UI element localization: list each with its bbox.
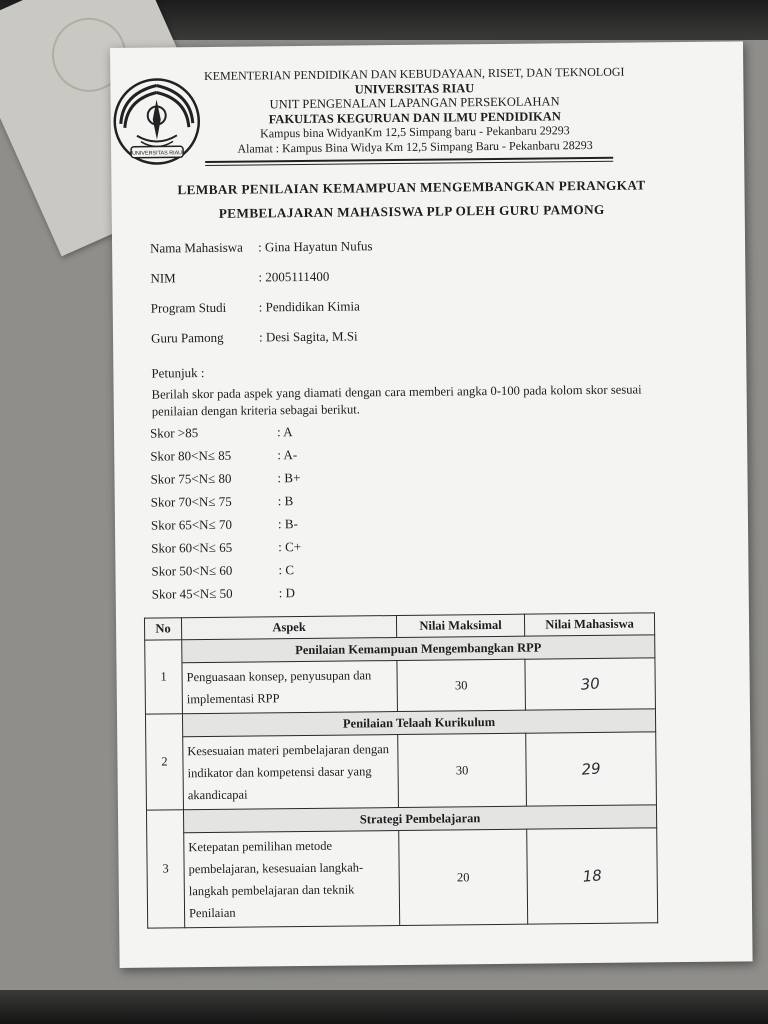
document-title-line-1: LEMBAR PENILAIAN KEMAMPUAN MENGEMBANGKAN PERANGKAT	[177, 177, 646, 198]
score-criterion	[150, 424, 293, 441]
field-guru-pamong	[151, 328, 358, 346]
section-title: Penilaian Telaah Kurikulum	[182, 709, 655, 737]
field-value: : Pendidikan Kimia	[258, 298, 360, 315]
score-grade: : B+	[277, 470, 301, 486]
row-number: 1	[145, 640, 183, 714]
field-label: Program Studi	[150, 299, 227, 316]
score-grade: : C+	[278, 539, 302, 555]
aspect-cell: Kesesuaian materi pembelajaran dengan indikator dan kompetensi dasar yang akandicapai	[183, 735, 399, 810]
logo-text: UNIVERSITAS RIAU	[132, 150, 183, 157]
max-score-cell: 30	[398, 733, 527, 807]
score-criterion	[151, 493, 294, 510]
field-value: : Gina Hayatun Nufus	[258, 238, 373, 255]
score-range: Skor 75<N≤ 80	[150, 470, 232, 487]
score-grade: : C	[278, 562, 295, 578]
student-score-cell	[527, 828, 658, 924]
score-range: Skor >85	[149, 425, 199, 441]
field-nim	[150, 269, 329, 287]
unit-name: UNIT PENGENALAN LAPANGAN PERSEKOLAHAN	[269, 94, 560, 112]
score-criterion	[151, 562, 294, 579]
letterhead	[186, 64, 643, 156]
score-grade: : D	[278, 585, 296, 601]
field-program-studi	[151, 298, 360, 316]
field-value: : 2005111400	[258, 268, 330, 285]
max-score-cell: 30	[397, 659, 526, 711]
row-number: 2	[145, 714, 183, 810]
header-aspect: Aspek	[181, 616, 396, 640]
faculty-name: FAKULTAS KEGURUAN DAN ILMU PENDIDIKAN	[268, 108, 561, 126]
student-score-cell	[526, 732, 657, 806]
section-title: Strategi Pembelajaran	[183, 805, 656, 833]
assessment-sheet	[110, 41, 753, 968]
aspect-cell: Penguasaan konsep, penyusupan dan implementasi RPP	[182, 661, 398, 714]
campus-line: Kampus bina WidyanKm 12,5 Simpang baru - Pekanbaru 29293	[260, 123, 570, 141]
table-row	[146, 732, 657, 810]
table-row	[145, 658, 656, 714]
score-range: Skor 65<N≤ 70	[150, 516, 232, 533]
field-label: NIM	[150, 270, 176, 286]
field-value: : Desi Sagita, M.Si	[258, 328, 358, 345]
handwritten-score: 29	[580, 759, 602, 779]
address-line: Alamat : Kampus Bina Widya Km 12,5 Simpang Baru - Pekanbaru 28293	[237, 137, 593, 156]
score-criterion	[151, 516, 298, 534]
score-range: Skor 50<N≤ 60	[151, 562, 233, 579]
score-range: Skor 45<N≤ 50	[151, 585, 233, 602]
header-max-score: Nilai Maksimal	[396, 614, 524, 637]
background-bottom	[0, 990, 768, 1024]
assessment-table	[144, 612, 658, 928]
table-row	[147, 828, 658, 928]
score-criterion	[150, 447, 297, 465]
header-student-score: Nilai Mahasiswa	[524, 613, 654, 636]
petunjuk-label: Petunjuk :	[151, 365, 205, 381]
handwritten-score: 18	[581, 866, 603, 886]
score-criterion	[151, 539, 301, 557]
field-label: Nama Mahasiswa	[150, 239, 243, 256]
score-grade: : A-	[277, 447, 298, 463]
student-score-cell	[525, 658, 656, 710]
score-range: Skor 60<N≤ 65	[151, 539, 233, 556]
score-range: Skor 70<N≤ 75	[150, 493, 232, 510]
row-number: 3	[146, 810, 184, 928]
score-range: Skor 80<N≤ 85	[150, 447, 232, 464]
university-name: UNIVERSITAS RIAU	[354, 80, 475, 96]
max-score-cell: 20	[399, 829, 528, 925]
field-label: Guru Pamong	[150, 329, 224, 346]
field-nama-mahasiswa	[150, 238, 373, 256]
handwritten-score: 30	[579, 674, 601, 694]
document-title-line-2: PEMBELAJARAN MAHASISWA PLP OLEH GURU PAMONG	[218, 201, 605, 221]
ministry-name: KEMENTERIAN PENDIDIKAN DAN KEBUDAYAAN, RISET, DAN TEKNOLOGI	[204, 64, 625, 84]
aspect-cell: Ketepatan pemilihan metode pembelajaran, kesesuaian langkah-langkah pembelajaran dan teknik Penilaian	[184, 831, 400, 928]
score-criterion	[150, 470, 300, 488]
header-no: No	[144, 618, 181, 640]
score-grade: : B	[277, 493, 294, 509]
score-grade: : B-	[277, 516, 298, 532]
section-title: Penilaian Kemampuan Mengembangkan RPP	[182, 635, 655, 663]
score-grade: : A	[276, 424, 293, 440]
petunjuk-text: Berilah skor pada aspek yang diamati dengan cara memberi angka 0-100 pada kolom skor sesuai penilaian dengan kriteria sebagai berikut.	[151, 382, 642, 419]
score-criterion	[152, 585, 295, 602]
